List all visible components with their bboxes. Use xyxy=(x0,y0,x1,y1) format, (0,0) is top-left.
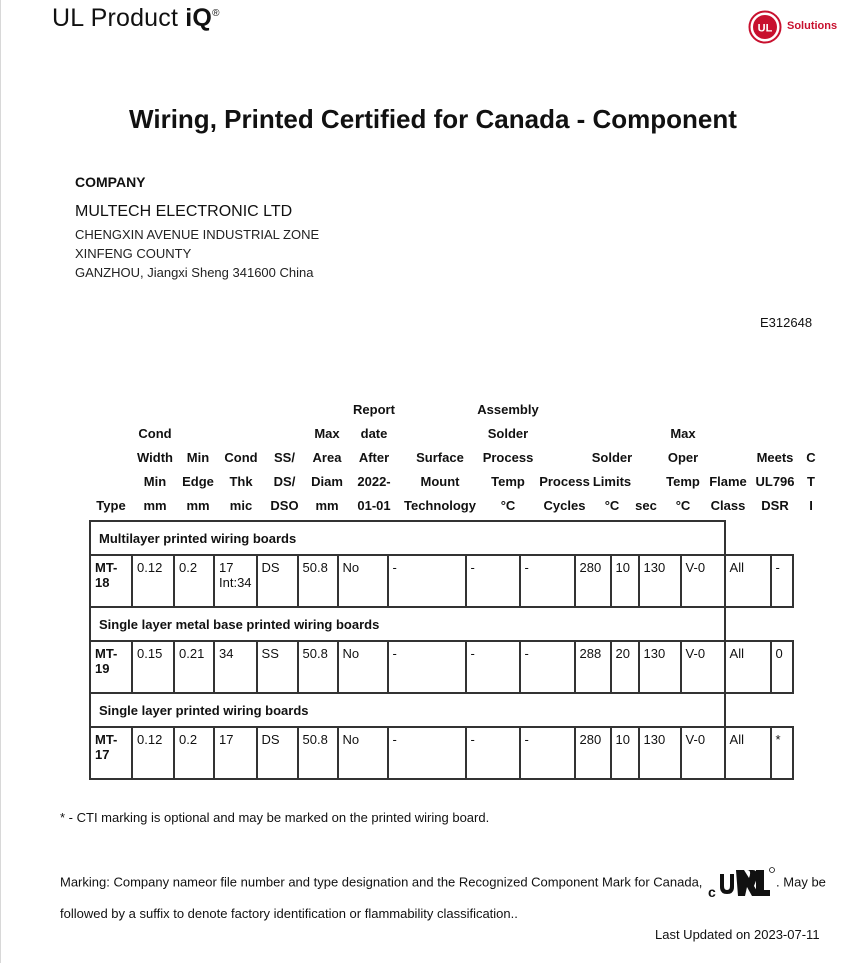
marking-text-before: Marking: Company nameor file number and type designation and the Recognized Component Mark for Canada, xyxy=(60,874,703,890)
column-header-label: Class xyxy=(710,498,746,513)
table-cell: 280 xyxy=(575,727,611,779)
section-title: Multilayer printed wiring boards xyxy=(90,521,725,555)
table-cell: - xyxy=(466,555,520,607)
table-cell: DS xyxy=(257,727,298,779)
table-cell: 280 xyxy=(575,555,611,607)
table-cell: No xyxy=(338,727,388,779)
column-header-label: DSO xyxy=(270,498,299,513)
table-cell: 0.2 xyxy=(174,555,214,607)
table-cell: 130 xyxy=(639,727,681,779)
column-header-label: mm xyxy=(186,498,210,513)
table-cell: 17 xyxy=(214,727,257,779)
column-header-label: T xyxy=(807,474,815,489)
column-header-label: mic xyxy=(229,498,253,513)
table-cell: SS xyxy=(257,641,298,693)
empty-cell xyxy=(725,521,771,555)
column-header-label: Technology xyxy=(404,498,476,513)
column-header-label: Min xyxy=(186,450,210,465)
address-line-1: CHENGXIN AVENUE INDUSTRIAL ZONE xyxy=(75,227,320,242)
components-table xyxy=(89,520,794,780)
column-header-label: Solder xyxy=(487,426,529,441)
table-cell: - xyxy=(466,727,520,779)
section-title: Single layer printed wiring boards xyxy=(90,693,725,727)
column-header-label: Temp xyxy=(491,474,525,489)
empty-cell xyxy=(771,607,793,641)
section-header-row xyxy=(90,607,793,641)
table-cell: - xyxy=(520,641,575,693)
table-cell: 0.2 xyxy=(174,727,214,779)
marking-text xyxy=(60,866,830,928)
table-cell: DS xyxy=(257,555,298,607)
column-header-label: °C xyxy=(500,498,516,513)
table-cell: 10 xyxy=(611,555,639,607)
ul-solutions-label: Solutions xyxy=(787,20,838,32)
table-cell: 50.8 xyxy=(298,555,338,607)
column-header-label: Type xyxy=(96,498,126,513)
company-label: COMPANY xyxy=(75,174,146,190)
table-cell: - xyxy=(388,641,466,693)
column-header-label: DS/ xyxy=(273,474,296,489)
column-header-label: After xyxy=(358,450,390,465)
column-header-label: Assembly xyxy=(477,402,539,417)
company-name: MULTECH ELECTRONIC LTD xyxy=(75,203,293,220)
table-cell: 130 xyxy=(639,555,681,607)
table-cell: 20 xyxy=(611,641,639,693)
empty-cell xyxy=(725,607,771,641)
marking-text-after: . May be followed by a suffix to denote factory identification or flammability classification.. xyxy=(60,874,826,921)
table-row xyxy=(90,727,793,779)
column-header-label: mm xyxy=(143,498,167,513)
file-number: E312648 xyxy=(760,315,813,330)
table-cell: 130 xyxy=(639,641,681,693)
column-header-label: 2022- xyxy=(357,474,391,489)
column-header-label: UL796 xyxy=(755,474,795,489)
column-header-label: Surface xyxy=(416,450,464,465)
address-line-2: XINFENG COUNTY xyxy=(75,246,192,261)
column-header-label: Process xyxy=(539,474,590,489)
ul-mark-text: UL xyxy=(757,22,773,35)
column-header-label: Max xyxy=(670,426,696,441)
table-cell: 0.15 xyxy=(132,641,174,693)
table-cell: - xyxy=(388,555,466,607)
column-header-label: Meets xyxy=(756,450,794,465)
table-cell: 288 xyxy=(575,641,611,693)
column-header-label: SS/ xyxy=(274,450,295,465)
column-header-label: Limits xyxy=(592,474,632,489)
section-header-row xyxy=(90,521,793,555)
table-cell: V-0 xyxy=(681,641,725,693)
column-header-label: Cycles xyxy=(543,498,586,513)
column-header-label: Diam xyxy=(311,474,343,489)
column-header-label: Process xyxy=(482,450,534,465)
column-header-label: Edge xyxy=(182,474,214,489)
column-header-label: Temp xyxy=(666,474,700,489)
cti-footnote: * - CTI marking is optional and may be marked on the printed wiring board. xyxy=(60,810,490,825)
column-header-label: °C xyxy=(604,498,620,513)
table-cell: 34 xyxy=(214,641,257,693)
table-cell: - xyxy=(520,555,575,607)
product-iq-logo[interactable]: UL Product iQ® xyxy=(52,4,220,32)
table-cell: 0.12 xyxy=(132,727,174,779)
page-title: Wiring, Printed Certified for Canada - Component xyxy=(129,104,737,134)
column-header-label: Cond xyxy=(138,426,172,441)
column-header-label: date xyxy=(360,426,388,441)
table-row xyxy=(90,555,793,607)
column-header-label: Mount xyxy=(420,474,460,489)
column-header-label: Flame xyxy=(709,474,747,489)
ul-solutions-logo-icon xyxy=(748,10,782,44)
table-cell: 0 xyxy=(771,641,793,693)
table-cell: 10 xyxy=(611,727,639,779)
type-cell: MT-18 xyxy=(90,555,132,607)
table-cell: 50.8 xyxy=(298,727,338,779)
section-title: Single layer metal base printed wiring boards xyxy=(90,607,725,641)
column-header-label: Oper xyxy=(667,450,699,465)
column-header-label: mm xyxy=(315,498,339,513)
last-updated: Last Updated on 2023-07-11 xyxy=(655,927,820,942)
empty-cell xyxy=(771,693,793,727)
section-header-row xyxy=(90,693,793,727)
empty-cell xyxy=(771,521,793,555)
column-header-label: 01-01 xyxy=(357,498,391,513)
table-cell: All xyxy=(725,555,771,607)
column-header-label: Cond xyxy=(224,450,258,465)
svg-text:c: c xyxy=(708,884,716,900)
column-header-label: C xyxy=(806,450,816,465)
table-cell: - xyxy=(771,555,793,607)
address-line-3: GANZHOU, Jiangxi Sheng 341600 China xyxy=(75,265,314,280)
table-cell: No xyxy=(338,555,388,607)
table-cell: 0.12 xyxy=(132,555,174,607)
column-header-label: Area xyxy=(312,450,342,465)
table-cell: 50.8 xyxy=(298,641,338,693)
page-left-border xyxy=(0,0,1,963)
column-header-label: Report xyxy=(353,402,395,417)
empty-cell xyxy=(725,693,771,727)
column-header-label: °C xyxy=(675,498,691,513)
table-cell: 17 Int:34 xyxy=(214,555,257,607)
table-row xyxy=(90,641,793,693)
table-cell: V-0 xyxy=(681,555,725,607)
table-cell: - xyxy=(466,641,520,693)
column-header-label: Max xyxy=(314,426,340,441)
table-cell: 0.21 xyxy=(174,641,214,693)
table-cell: - xyxy=(520,727,575,779)
column-header-label: Thk xyxy=(229,474,253,489)
column-header-label: DSR xyxy=(761,498,789,513)
table-cell: All xyxy=(725,727,771,779)
table-cell: All xyxy=(725,641,771,693)
table-cell: - xyxy=(388,727,466,779)
table-cell: No xyxy=(338,641,388,693)
column-header-label: Width xyxy=(137,450,173,465)
column-header-label: sec xyxy=(635,498,657,513)
column-header-label: Solder xyxy=(591,450,633,465)
type-cell: MT-19 xyxy=(90,641,132,693)
table-cell: * xyxy=(771,727,793,779)
table-cell: V-0 xyxy=(681,727,725,779)
column-header-label: I xyxy=(809,498,813,513)
column-header-label: Min xyxy=(143,474,167,489)
recognized-component-mark-canada-icon xyxy=(706,866,776,900)
type-cell: MT-17 xyxy=(90,727,132,779)
